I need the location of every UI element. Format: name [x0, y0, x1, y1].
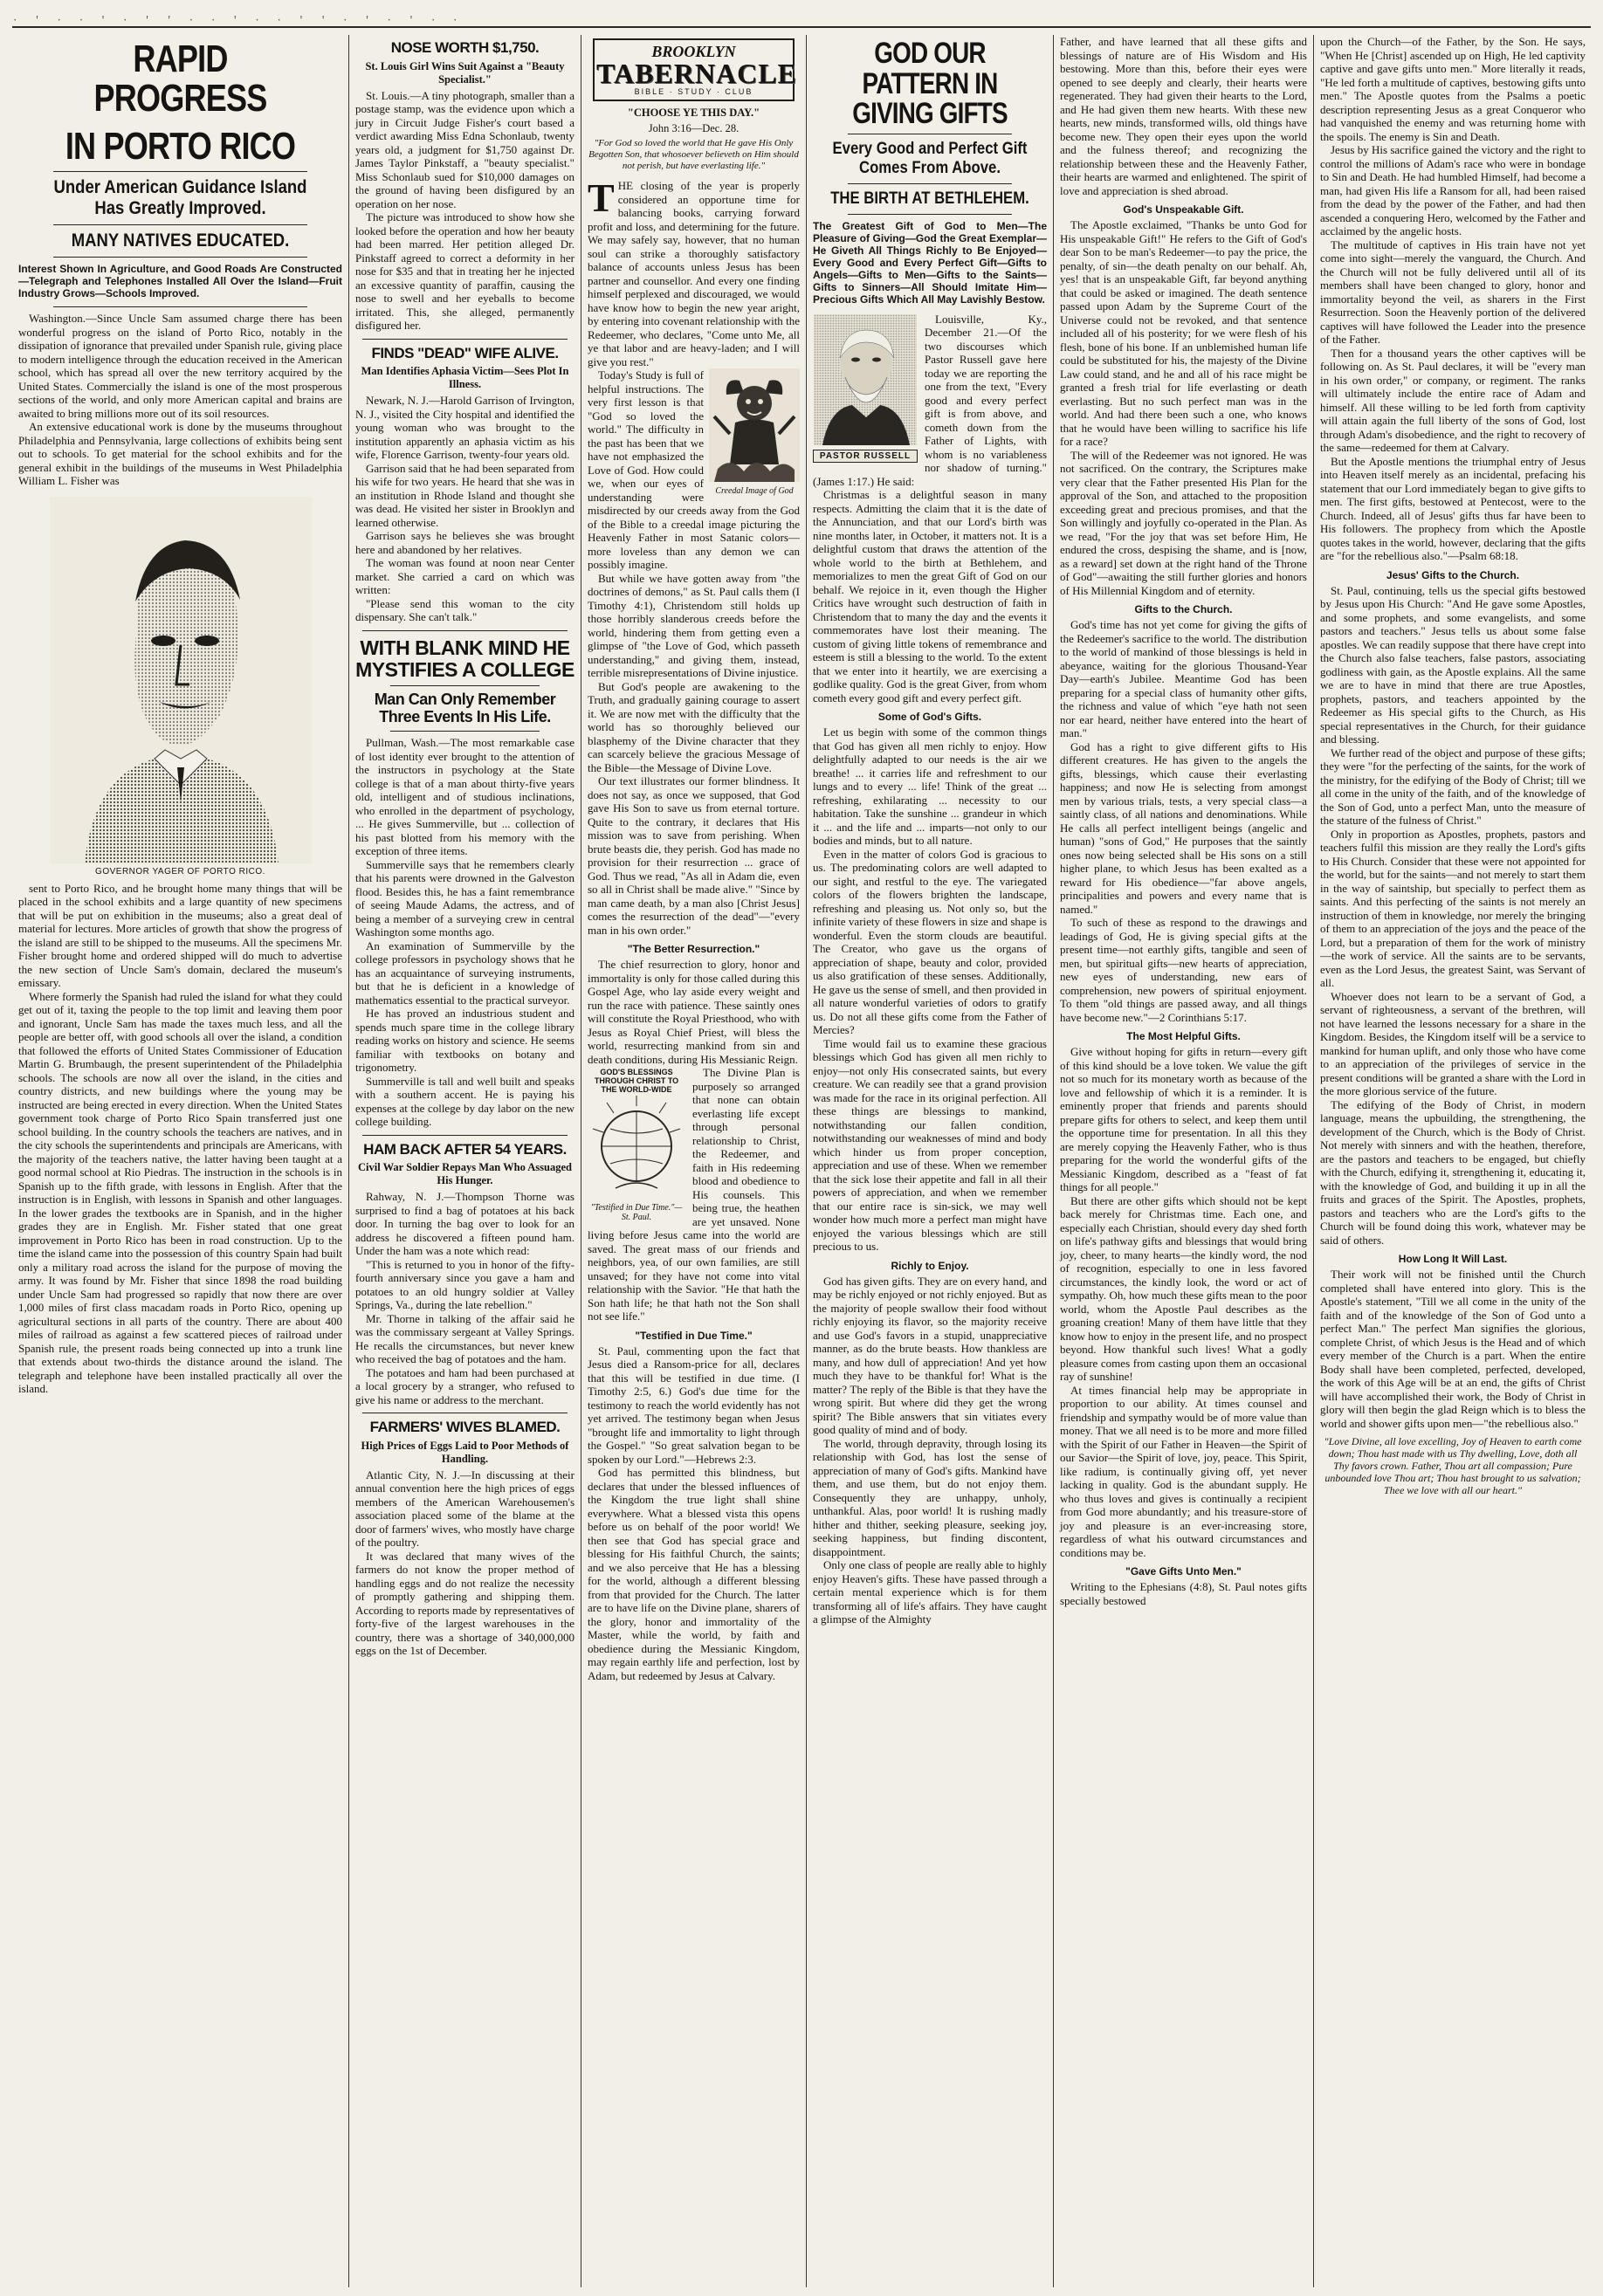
section-heading: Jesus' Gifts to the Church.	[1386, 568, 1520, 581]
article-paragraph: It was declared that many wives of the farmers do not know the proper method of handling eggs and do not realize the necessity of promptly gathering and shipping them. According to reports made by representatives of forty-five of the largest warehouses in the country, there was a shortage of 340,000,000 eggs on the 1st of December.	[355, 1549, 574, 1658]
column-3	[581, 35, 807, 2287]
article-paragraph: The woman was found at noon near Center market. She carried a card on which was written:	[355, 556, 574, 597]
divider	[390, 685, 540, 686]
divider	[362, 630, 568, 631]
headline-nose-worth: NOSE WORTH $1,750.	[390, 39, 540, 56]
article-paragraph: "This is returned to you in honor of the fifty-fourth anniversary since you gave a ham and potatoes to an old hungry soldier at Valley Springs, Va., during the late rebellion."	[355, 1257, 574, 1312]
subheadline-three-events: Man Can Only Remember Three Events In His Life.	[374, 691, 556, 726]
article-paragraph: The potatoes and ham had been purchased at a local grocery by a stranger, who refused to give his name or address to the merchant.	[355, 1365, 574, 1406]
masthead-tabernacle: TABERNACLE	[596, 58, 797, 89]
blessings-caption: "Testified in Due Time."—St. Paul.	[590, 1203, 683, 1222]
article-paragraph: The world, through depravity, through losing its relationship with God, has lost the sense of appreciation of many of God's gifts. Mankind have them, and use them, but do not enjoy them. Consequently they are unhappy, unholy, unthankful. Alas, poor world! It is rushing madly hither and thither, seeking pleasure, seeking joy, seeking happiness, but finding discontent, disappointment.	[813, 1436, 1047, 1558]
article-paragraph: Our text illustrates our former blindness. It does not say, as once we supposed, that God gave His Son to save us from eternal torture. Quite to the contrary, it declares that His mission was to save from perishing. When brute beasts die, they perish. God has made no provision for their resurrection ... grace of God. Thus we read, "As all in Adam die, even so all in Christ shall be made alive." "Since by man came death, by a man also [Christ Jesus] comes the resurrection of the dead"—"every man in his own order."	[588, 774, 800, 937]
article-paragraph: Give without hoping for gifts in return—every gift of this kind should be a love token. We value the gift not so much for its monetary worth as because of the love and fellowship of which it is a reminder. It is eminently proper that friends and parents should prepare gifts for others to select, and keep them until the opportune time for presentation. In all this they are merely copying the Heavenly Father, who is thus preparing for the world the wonderful gifts of the Messianic Kingdom, described as a "feast of fat things for all people."	[1060, 1045, 1307, 1193]
article-paragraph: Jesus by His sacrifice gained the victory and the right to control the millions of Adam's race who were in bondage to Sin and Death. He had humbled Himself, had become a man, had given His life a Ransom for all, had been raised from the dead by the power of the Father, and had then ascended a conquering Hero, welcomed by the Father and acclaimed by the angelic hosts.	[1320, 143, 1586, 237]
headline-porto-rico: IN PORTO RICO	[65, 124, 296, 168]
section-heading: "The Better Resurrection."	[627, 943, 760, 955]
article-paragraph: But there are other gifts which should not be kept back merely for Christmas time. Each one, and especially each Christian, should every day shed forth on life's pathway gifts and blessings that would bring joy, cheer, to many hearts—the kindly word, the nod of recognition, especially to one in less favored circumstances, the kindly look, the word or act of sympathy. Oh, how much these gifts mean to the poor world, whom the Apostle Paul describes as the groaning creation! Many of them have little that they know how to enjoy in the present life, and no prospect beyond. How thankful such lives! What a godly pleasure comes from casting upon them an occasional ray of sunshine!	[1060, 1193, 1307, 1383]
column-4	[807, 35, 1054, 2287]
article-paragraph: The picture was introduced to show how she looked before the operation and how her beauty had been marred. Her petition alleged Dr. Pinkstaff agreed to correct a deformity in her nose for $35 and that in treating her he injected an excessive quantity of paraffin, causing the nose to swell and her eyeballs to become irritated. This, she alleged, permanently disfigured her.	[355, 210, 574, 333]
article-paragraph: "Please send this woman to the city dispensary. She can't talk."	[355, 596, 574, 624]
article-paragraph: Where formerly the Spanish had ruled the island for what they could get out of it, taxing the people to the top limit and leaving them poor and ignorant, Uncle Sam has made the taxes much less, and all the people are better off, with good schools all over the island, a condition that followed the efforts of United States Commissioner of Education Martin G. Brumbaugh, the present superintendent of the Philadelphia schools. The schools are now all over the island, in the cities and country districts, and new buildings where the young may be instructed are being erected in every direction. When the United States government took charge of Porto Rico Spain transferred just one school building. In the country schools the teachers are natives, and in the city schools the superintendents and principals are Americans, with the majority of the teachers native, the latter having been taught at a good normal school at Rio Piedras. The instruction in the schools is in Spanish up to the fifth grade, with lessons in English. After that the instruction is in English, with lessons in Spanish and other languages. In the lower grades the textbooks are in Spanish, and in the higher grades they are in English. Mr. Fisher stated that one great improvement in Porto Rico has been in road construction. Up to the time the island came into the possession of this country Spain had built only a military road across the island for the purpose of moving the army. It was found by Mr. Fisher that since 1898 the road building under Uncle Sam had progressed so rapidly that now there are over 1,000 miles of first class macadam roads in Porto Rico, opening up agricultural sections in all parts of the country. There are about 400 miles of railroad as against a few scattered pieces of railroad under Spanish rule, the present roads being connected up into a trunk line that extends about two-thirds the distance around the island. The telegraph and telephone have been installed practically all over the island.	[18, 989, 342, 1396]
gods-blessings-figure	[588, 1068, 685, 1222]
headline-farmers-wives: FARMERS' WIVES BLAMED.	[369, 1419, 561, 1436]
divider	[53, 171, 307, 172]
divider	[362, 339, 568, 340]
article-paragraph: Atlantic City, N. J.—In discussing at their annual convention here the high prices of eggs members of the American Warehousemen's association placed some of the blame at the door of farmers' wives, who mostly have charge of the poultry.	[355, 1468, 574, 1550]
pastor-russell-label: PASTOR RUSSELL	[813, 450, 918, 463]
article-paragraph: Writing to the Ephesians (4:8), St. Paul notes gifts specially bestowed	[1060, 1580, 1307, 1607]
article-paragraph: Rahway, N. J.—Thompson Thorne was surprised to find a bag of potatoes at his back door. In turning the bag over to look for an address he discovered a fifteen pound ham. Under the ham was a note which read:	[355, 1190, 574, 1258]
article-paragraph: An examination of Summerville by the college professors in psychology shows that he has an acquaintance of surveying instruments, but that he is deficient in a knowledge of mathematics essential to the practical surveyor.	[355, 938, 574, 1007]
column-6	[1314, 35, 1592, 2287]
article-paragraph: The Divine Plan is purposely so arranged that none can obtain everlasting life except through personal relationship to Christ, the Redeemer, and faith in His redeeming blood and obedience to His counsels. This being true, the heathen are yet unsaved. None living before Jesus came into the world are saved. The great mass of our friends and neighbors, yea, of our own families, are still unsaved; for they have not come into vital relationship with the Savior. "He that hath the Son hath life; he that hath not the Son shall not see life."	[588, 1066, 800, 1323]
article-paragraph: Mr. Thorne in talking of the affair said he was the commissary sergeant at Valley Springs. He recalls the circumstances, but never knew who received the bag of potatoes and the ham.	[355, 1311, 574, 1366]
article-paragraph: upon the Church—of the Father, by the Son. He says, "When He [Christ] ascended up on High, He led captivity captive and gave gifts unto men." More literally it reads, "He led forth a multitude of captives, bestowing gifts unto men." The Apostle quotes from the Psalms a poetic description representing Jesus as a great Conqueror who had vanquished the enemy and was returning home with the spoils. The enemy is Sin and Death.	[1320, 35, 1586, 143]
section-heading: Some of God's Gifts.	[877, 711, 982, 724]
article-paragraph: The chief resurrection to glory, honor and immortality is only for those called during this Gospel Age, who lay aside every weight and run the race with patience. These saintly ones will constitute the Royal Priesthood, who with Jesus as Royal Chief Priest, will bless the world, resurrecting mankind from sin and death conditions, during His Messianic Reign.	[588, 958, 800, 1066]
article-paragraph: St. Paul, continuing, tells us the special gifts bestowed by Jesus upon His Church: "And He gave some Apostles, and some prophets, and some evangelists, and some pastors and teachers." Jesus tells us about some false apostles. We can readily suppose that there have crept into the Church also false teachers, false pastors, associating godliness with gain, as the Apostle explains. All the same we are to have in mind that there are true Apostles, prophets, pastors, and teachers appointed by the Redeemer as His special gifts to the Church, as His special representatives in the Church, for their guidance and blessing.	[1320, 583, 1586, 746]
section-heading: The Most Helpful Gifts.	[1126, 1030, 1241, 1042]
article-paragraph: At times financial help may be appropriate in proportion to our ability. At times counsel and friendship and sympathy would be of more value than money. That we all need is to be more and more filled with the Spirit of our Father in Heaven—the Spirit of our Savior—the Spirit of love, joy, peace. This Spirit, like radium, is continually giving off, yet never lacking in quality. God is the abundant supply. He who thus loves and gives is continually a recipient from God more abundantly; and his treasure-store of joy and pleasure is an ever-increasing store, regardless of what his outward circumstances and conditions may be.	[1060, 1383, 1307, 1559]
article-paragraph: St. Paul, commenting upon the fact that Jesus died a Ransom-price for all, declares that this will be testified in due time. (I Timothy 2:5, 6.) God's due time for the testimony to reach the world evidently has not yet arrived. The testimony began when Jesus "brought life and immortality to light through the Gospel." "So great salvation began to be spoken by our Lord."—Hebrews 2:3.	[588, 1344, 800, 1466]
article-paragraph	[588, 175, 800, 368]
section-heading: "Testified in Due Time."	[635, 1329, 753, 1342]
article-paragraph: Time would fail us to examine these gracious blessings which God has given all men richly to enjoy—not only His consecrated saints, but every creature. We can readily see that a grand provision was made for the race in its original perfection. All these things are blessings to mankind, notwithstanding our fallen condition, notwithstanding our weaknesses of mind and body which hinder us from proper conception, appreciation and use of these. When we remember that the sick lose their appetite and fall in all their powers of appreciation, and when we remember that our entire race is sin-sick, we may well wonder how much more a perfect man might have enjoyed the various blessings which are still precious to us.	[813, 1036, 1047, 1254]
article-deck: The Greatest Gift of God to Men—The Pleasure of Giving—God the Great Exemplar—He Giveth All Things Richly to Be Enjoyed—Every Good and Every Perfect Gift—Gifts to Angels—Gifts to Men—Gifts to the Saints—Gifts to Sinners—All Should Imitate Him—Precious Gifts Which All May Lavishly Bestow.	[813, 219, 1047, 306]
divider	[390, 731, 540, 732]
divider	[53, 224, 307, 225]
section-heading: Richly to Enjoy.	[891, 1259, 969, 1272]
section-heading: "Gave Gifts Unto Men."	[1125, 1565, 1242, 1578]
creedal-image-figure	[709, 368, 800, 496]
article-paragraph: Father, and have learned that all these gifts and blessings of nature are of His Wisdom and His bestowing. More than this, before their eyes were opened to see deeply and clearly, their hearts were regenerated. They had given their hearts to the Lord, and He had given them new hearts. With these new hearts, new minds, transformed wills, old things have become new. They open their eyes upon the world and the fulness thereof; and recognizing the relationship between these and the Heavenly Father, their hearts are warmed and enlightened. The spirit of love and appreciation is shed abroad.	[1060, 35, 1307, 197]
creedal-image-illustration	[709, 368, 800, 482]
article-paragraph: The multitude of captives in His train have not yet come into sight—merely the vanguard, the Church. And the Church will not be fully delivered until all of its members shall have been changed to glory, honor and immortality beyond the veil, as sharers in the First Resurrection. Soon the Heavenly portion of the delivered captives will have followed the Leader into the presence of the Father.	[1320, 237, 1586, 346]
article-paragraph: Whoever does not learn to be a servant of God, a servant of righteousness, a servant of the brethren, will not have learned the lessons necessary for a share in the Kingdom. Besides, the Kingdom itself will be a service to mankind for human uplift, and only those who have come to an appreciation of the privileges of service in the present conditions will be granted a share with the Lord in the more glorious service of the future.	[1320, 989, 1586, 1097]
pastor-russell-figure	[813, 314, 918, 463]
divider	[848, 214, 1012, 215]
subheadline-natives-educated: MANY NATIVES EDUCATED.	[71, 230, 290, 251]
article-paragraph: The Apostle exclaimed, "Thanks be unto God for His unspeakable Gift!" He refers to the Gift of God's dear Son to be man's Redeemer—to pay the price, the penalty, of sin—the death penalty on our behalf. Ah, yes! that is an unspeakable Gift, far beyond anything that could be asked or imagined. The death sentence passed upon Adam by the Supreme Court of the Universe could not be revoked, and that sentence included all of his posterity; for we were flesh of his flesh, bone of his bone. If an unblemished human life could be substituted for his, the majesty of the Divine Law could stand, and he and all of his race might be granted a fresh trial for life everlasting or death everlasting. But no such perfect man was in the world. And had there been such a one, who knows that he would have been willing to sacrifice his life for a race?	[1060, 218, 1307, 448]
article-paragraph: Newark, N. J.—Harold Garrison of Irvington, N. J., visited the City hospital and identified the young woman who was brought to the institution apparently an aphasia victim as his wife, Florence Garrison, twenty-four years old.	[355, 394, 574, 462]
subheadline: Civil War Soldier Repays Man Who Assuaged His Hunger.	[358, 1161, 572, 1187]
governor-portrait-image	[50, 497, 312, 863]
article-paragraph: God has a right to give different gifts to His different creatures. He has given to the angels the gifts, blessings, which cause their everlasting happiness; and now He is selecting from amongst men by various trials, tests, a very special class—a saintly class, of all nations and denominations. While He calls all perfect intelligent beings (angelic and human) "sons of God," He purposes that the saintly ones now being selected shall be His sons on a still higher plane, to which Jesus has been exalted as a reward for His obedience—"far above angels, principalities and powers and every name that is named."	[1060, 739, 1307, 916]
article-paragraph: He has proved an industrious student and spends much spare time in the college library reading works on history and science. He seems familiar with textbooks on botany and trigonometry.	[355, 1007, 574, 1075]
columns	[12, 35, 1591, 2287]
article-paragraph: Louisville, Ky., December 21.—Of the two discourses which Pastor Russell gave here today we are reporting the one from the text, "Every good and every perfect gift is from above, and cometh down from the Father of Lights, with whom is no variableness nor shadow of turning." (James 1:17.) He said:	[813, 312, 1047, 488]
world-blessings-illustration	[589, 1094, 684, 1199]
subheadline: High Prices of Eggs Laid to Poor Methods of Handling.	[361, 1439, 569, 1465]
article-paragraph: God's time has not yet come for giving the gifts of the Redeemer's sacrifice to the world. The distribution to the world of mankind of those blessings is held in abeyance, waiting for the glorious Thousand-Year Day—earth's Jubilee. Meantime God has been preparing for a special class of humanity other gifts, the richness and value of which "eye hath not seen nor ear heard, neither have entered into the heart of man."	[1060, 618, 1307, 739]
subheadline-island-improved: Under American Guidance Island Has Greatly Improved.	[53, 176, 307, 218]
article-paragraph: We further read of the object and purpose of these gifts; they were "for the perfecting of the saints, for the work of the ministry, for the edifying of the Body of Christ; till we all come in the unity of the faith, and of the knowledge of the Son of God, unto a perfect Man, unto the measure of the stature of the fulness of Christ."	[1320, 746, 1586, 827]
headline-rapid-progress: RAPID PROGRESS	[93, 38, 267, 120]
divider	[53, 306, 307, 307]
article-paragraph: But while we have gotten away from "the doctrines of demons," as St. Paul calls them (I Timothy 4:1), Christendom still holds up those horribly slanderous creeds before the world, hindering them from getting even a glimpse of "the Love of God, which passeth understanding," and giving them, instead, terrible misrepresentations of Divine injustice.	[588, 571, 800, 679]
article-paragraph: An extensive educational work is done by the museums throughout Philadelphia and Pennsylvania, large collections of exhibits being sent out to schools. To get material for the school exhibits and for the general exhibit in the buildings of the museums in West Philadelphia William L. Fisher was	[18, 420, 342, 488]
column-2	[349, 35, 581, 2287]
section-heading: How Long It Will Last.	[1398, 1253, 1508, 1265]
drop-cap: T	[588, 175, 615, 220]
article-paragraph: But God's people are awakening to the Truth, and gradually gaining courage to assert it. We are now met with the difficulty that the world has so thoroughly believed our blasphemy of the Divine character that they can scarcely believe the gracious Message of the Bible—the Message of Divine Love.	[588, 679, 800, 774]
article-paragraph: Their work will not be finished until the Church completed shall have entered into glory. This is the Apostle's statement, "Till we all come in the unity of the faith and of the knowledge of the Son of God unto a perfect Man." The perfect Man signifies the glorious, complete Christ, of which Jesus is the Head and of which every member of the Church is a part. When the entire Body shall have been completed, perfected, developed, the work of this Age will be at an end, the gifts of Christ will have accomplished their work, the Body of Christ in glory will then begin the glad Reign which is to bless the world and shower gifts upon men—"the rebellious also."	[1320, 1268, 1586, 1430]
headline-god-our-pattern: GOD OUR PATTERN IN GIVING GIFTS	[852, 37, 1008, 131]
sermon-title: "CHOOSE YE THIS DAY."	[627, 107, 760, 119]
subheadline: Man Identifies Aphasia Victim—Sees Plot In Illness.	[361, 365, 569, 391]
subheadline-perfect-gift: Every Good and Perfect Gift Comes From Above.	[832, 140, 1028, 177]
headline-blank-mind: WITH BLANK MIND HE MYSTIFIES A COLLEGE	[355, 636, 574, 682]
article-paragraph: Washington.—Since Uncle Sam assumed charge there has been wonderful progress on the island of Porto Rico, notably in the dissipation of ignorance that prevailed under Spanish rule, giving place to modern intelligence through the education received in the American school, which has spread all over the new territory acquired by the United States. Commercially the island is one of the most prosperous sections of the world, and only more American capital and brains are awaited to bring millions more out of its soil resources.	[18, 312, 342, 420]
article-paragraph: Garrison said that he had been separated from his wife for two years. He heard that she was in an institution in Rhode Island and thought she was dead. He visited her sister in Brooklyn and learned otherwise.	[355, 461, 574, 529]
masthead-bible-study: BIBLE · STUDY · CLUB	[634, 87, 753, 96]
divider	[53, 257, 307, 258]
article-paragraph: Only in proportion as Apostles, prophets, pastors and teachers fulfil this mission are they really the Lord's gifts to His Church. Consider that these were not appointed for the world, but for the saints—and not merely to start them in the way of saintship, but specially to perfect them as saints. And this perfecting of the saints is not merely an instruction of them in knowledge, nor merely the bringing of them to an appreciation of the joys and the peace of the Lord, but a preparation of them for the work of ministry—the work of service. All the saints are to be servants, even as the Lord Jesus, the greatest Saint, was Servant of all.	[1320, 827, 1586, 989]
blessings-title: GOD'S BLESSINGS THROUGH CHRIST TO THE WORLD-WIDE	[594, 1068, 679, 1094]
article-paragraph: Then for a thousand years the other captives will be following on. As St. Paul declares, it will be "every man in his own order," or company, or regiment. The ranks will ultimately include the entire race of Adam and himself. All these willing to be led forth from captivity will attain again the full liberty of the sons of God, lost through Adam's disobedience, and the right to recovery of the same—redeemed for them at Calvary.	[1320, 346, 1586, 454]
column-1	[12, 35, 349, 2287]
sermon-verse: "For God so loved the world that He gave His Only Begotten Son, that whosoever believeth on Him should not perish, but have everlasting life."	[588, 138, 799, 171]
article-paragraph: Summerville is tall and well built and speaks with a southern accent. He is paying his expenses at the college by day labor on the new college building.	[355, 1074, 574, 1129]
article-text: HE closing of the year is properly considered an opportune time for balancing books, carrying forward profit and loss, and determining for the future. We may safely say, however, that no human soul can strike a thoroughly satisfactory balance of accounts unless Jesus has been partner and counsellor. And every one finding himself perplexed and discouraged, we would have know how to begin the new year aright, by entering into covenant relationship with the Redeemer, who declares, "Come unto Me, all ye that labor and are heavy-laden; and I will give you rest."	[588, 179, 800, 368]
column-5	[1054, 35, 1314, 2287]
article-paragraph: sent to Porto Rico, and he brought home many things that will be placed in the school exhibits and a large quantity of new specimens that will be put on exhibition in the museums; also a great deal of material for lectures. More articles of growth that show the progress of the island are still to be shipped to the museums. All the specimens Mr. Fisher brought home and ordered shipped will do much to advertise the new section of Uncle Sam's domain, declared the museum's emissary.	[18, 881, 342, 990]
article-paragraph: Garrison says he believes she was brought here and abandoned by her relatives.	[355, 529, 574, 556]
article-paragraph: But the Apostle mentions the triumphal entry of Jesus into Heaven itself merely as an incidental, prefacing his statement that our Lord immediately began to give gifts to men. The first gifts, bestowed at Pentecost, were to the Church. Indeed, all of Jesus' gifts thus far have been to His followers. The prophecy from which the Apostle quotes takes in the world, however, declaring that the gifts are "for the rebellious also."—Psalm 68:18.	[1320, 454, 1586, 562]
article-paragraph: Today's Study is full of helpful instructions. The very first lesson is that "God so loved the world." The difficulty in the past has been that we have not emphasized the Love of God. How could we, when our eyes of understanding were misdirected by our creeds away from the God of the Bible to a creedal image picturing the Heavenly Father in most Satanic colors—more loveless than any demon we can possibly imagine.	[588, 368, 800, 571]
portrait-caption: GOVERNOR YAGER OF PORTO RICO.	[95, 866, 265, 876]
article-deck: Interest Shown In Agriculture, and Good Roads Are Constructed—Telegraph and Telephones Installed All Over the Island—Fruit Industry Grows—Schools Improved.	[18, 263, 342, 300]
section-heading: Gifts to the Church.	[1134, 603, 1233, 615]
article-paragraph: The edifying of the Body of Christ, in modern language, means the upbuilding, the strengthening, the development of the Church, which is the Body of Christ. Not merely with sinners and with the heathen, therefore, are the pastors and teachers to be engaged, but chiefly with the Church, edifying it, strengthening it, educating it, with the knowledge of God, and building it up in all the fruits and graces of the Spirit. The Apostles, prophets, pastors and teachers who are the Lord's gifts to the Church will be found doing this work, whatever may be said of others.	[1320, 1097, 1586, 1247]
article-paragraph: To such of these as respond to the drawings and leadings of God, He is giving special gifts at the present time—not earthly gifts, tangible and seen of men, but spiritual gifts—new hearts of appreciation, new eyes of understanding, new ears of comprehension, new powers of spiritual enjoyment. To them "old things are passed away, and all things have become new."—2 Corinthians 5:17.	[1060, 916, 1307, 1024]
divider	[362, 1135, 568, 1136]
article-paragraph: Only one class of people are really able to highly enjoy Heaven's gifts. These have passed through a certain mental experience which is for them transforming all of life's affairs. They have caught a glimpse of the Almighty	[813, 1558, 1047, 1626]
article-paragraph: Christmas is a delightful season in many respects. Admitting the claim that it is the date of the Annunciation, and that our Lord's birth was nine months later, in October, it matters not. It is a delightful custom that draws the attention of the whole world to the birth at Bethlehem, and memorializes to men the great Gift of God on our behalf. We rejoice in it, even though the Higher Critics have wrought such destruction of faith in Christendom that to many the day and the events it commemorates have lost their meaning. The custom of giving little tokens of remembrance and esteem is still a blessing to the world. To the extent that we enter into it heartily, we are exercising a godlike quality. God is the great Giver, from whom cometh every good gift and every perfect gift.	[813, 488, 1047, 705]
hymn-verse: "Love Divine, all love excelling, Joy of Heaven to earth come down; Thou hast made with us Thy dwelling, Love, doth all Thy favors crown. Father, Thou art all compassion; Pure unbounded love Thou art; Thou hast brought to us salvation; Thee we love with all our heart."	[1324, 1435, 1582, 1496]
article-paragraph: Summerville says that he remembers clearly that his parents were drowned in the Galveston flood. Besides this, he has a faint remembrance of seeing Maude Adams, the actress, and of being a member of a surveying crew in central Washington some months ago.	[355, 857, 574, 939]
article-paragraph: God has permitted this blindness, but declares that under the blessed influences of the Kingdom the true light shall shine everywhere. What a blessed vista this opens before us on behalf of the poor world! We then see that God has special grace and blessing for His faithful Church, the saints; and we also perceive that He has a blessing for the world, although a different blessing from that provided for the Church. The latter are to have life on the Divine plane, sharers of the glory, honor and immortality of the Master, while the world, by faith and obedience during the Messianic Kingdom, may regain earthly life and perfection, lost by Adam, but redeemed by Jesus at Calvary.	[588, 1466, 800, 1682]
article-paragraph: The will of the Redeemer was not ignored. He was not sacrificed. On the contrary, the Scriptures make very clear that the Father presented His Plan for the approval of the Son, and attached to the proposition exceeding great and precious promises, and that the Son willingly and joyfully co-operated in the Plan. As we read, "For the joy that was set before Him, He endured the cross, despising the shame, and is [now, as a reward] set down at the right hand of the Throne of God"—awaiting the still further glories and honors of His Millennial Kingdom and of eternity.	[1060, 448, 1307, 597]
subheadline-birth-bethlehem: THE BIRTH AT BETHLEHEM.	[830, 189, 1029, 208]
sermon-reference: John 3:16—Dec. 28.	[648, 122, 740, 134]
section-heading: God's Unspeakable Gift.	[1123, 203, 1244, 216]
article-paragraph: Even in the matter of colors God is gracious to us. The predominating colors are well adapted to our sight, and restful to the eye. The variegated colors of the flowers brighten the landscape, refreshing and pleasing us. Not only so, but the infinite variety of these flowers in size and shape is wonderful. Even the storm clouds are beautiful. The Creator, who gave us the organs of appreciation of shape, beauty and color, provided us also gratification of these senses. Additionally, He gave us the sense of smell, and then provided in all nature wonderful varieties of odors to gratify us. Do not all these gifts come from the Father of Mercies?	[813, 847, 1047, 1037]
pastor-russell-portrait	[814, 314, 917, 445]
article-paragraph: God has given gifts. They are on every hand, and may be richly enjoyed or not richly enjoyed. But as the majority of people swallow their food without richly enjoying its flavor, so the majority receive and use God's favors in a stupid, unappreciative manner, as do the brute beasts. How thankless are many, and how dull of appreciation! And yet how much they have to be thankful for! What is the matter? The reply of the Bible is that they have the wrong spirit. But where did they get the wrong spirit? The Bible answers that sin vitiates every good quality of mind and of body.	[813, 1274, 1047, 1437]
tabernacle-masthead	[593, 38, 795, 101]
subheadline: St. Louis Girl Wins Suit Against a "Beauty Specialist."	[365, 59, 565, 86]
article-paragraph: St. Louis.—A tiny photograph, smaller than a postage stamp, was the evidence upon which a jury in Circuit Judge Fisher's court based a verdict awarding Miss Edna Schonlaub, twenty years old, a judgment for $1,750 against Dr. James Taylor Pinkstaff, a "beauty specialist." Miss Schonlaub sued for $10,000 damages on the ground of having been disfigured by an operation on her nose.	[355, 88, 574, 210]
page-top-marks: · ' · · ' · ' ' · · ' · · ' ' · ' · ' · ·	[12, 16, 1591, 28]
creedal-image-caption: Creedal Image of God	[715, 486, 794, 496]
headline-dead-wife: FINDS "DEAD" WIFE ALIVE.	[371, 344, 559, 361]
masthead-brooklyn: BROOKLYN	[651, 43, 736, 60]
headline-ham-back: HAM BACK AFTER 54 YEARS.	[363, 1140, 567, 1158]
divider	[848, 183, 1012, 184]
article-paragraph: Pullman, Wash.—The most remarkable case of lost identity ever brought to the attention of the instructors in psychology at the State college is that of a man about thirty-five years old, intelligent and of studious inclinations, who enrolled in the department of psychology, ... He gives Summerville, but ... collection of his past blotted from his memory with the exception of three items.	[355, 736, 574, 858]
article-paragraph: Let us begin with some of the common things that God has given all men richly to enjoy. How delightfully adapted to our needs is the air we breathe! ... it carries life and refreshment to our lungs and to every ... life! Think of the great ... refreshing, exhilarating ... necessity to our habitation. Take the sunshine ... grandeur in which it ... and the life and ... imparts—not only to our bodies and minds, but to all nature.	[813, 725, 1047, 848]
